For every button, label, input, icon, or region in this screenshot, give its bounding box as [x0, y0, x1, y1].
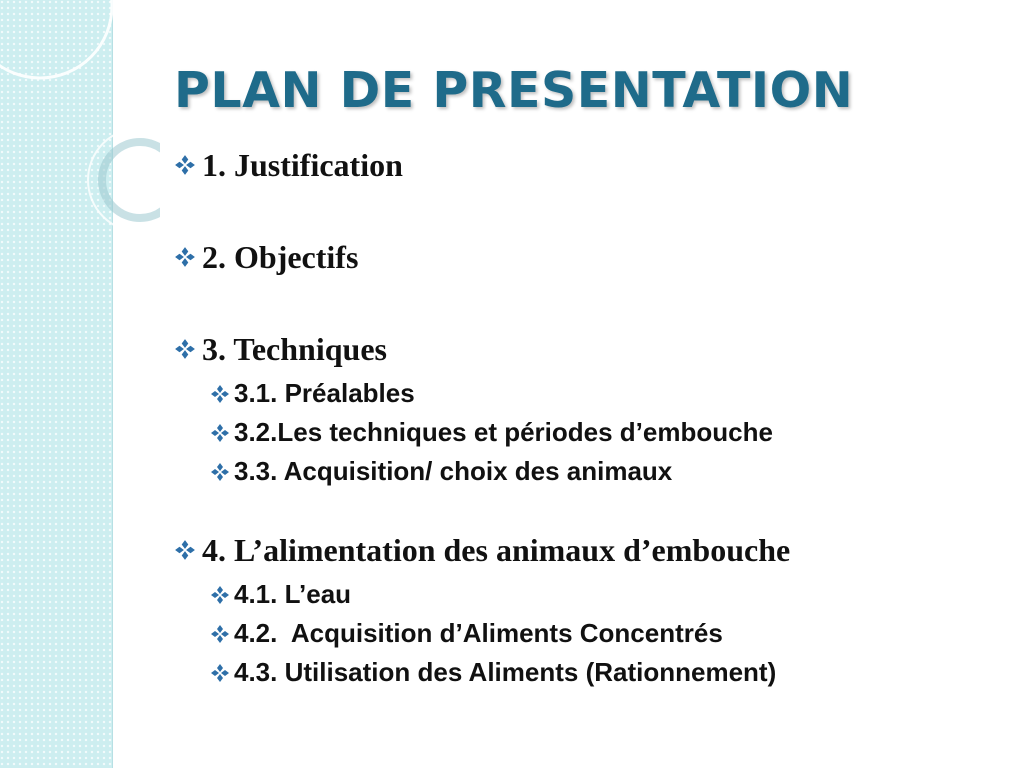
outline-item	[174, 140, 994, 190]
slide-title: PLAN DE PRESENTATION	[174, 62, 854, 119]
outline-item-label: 3. Techniques	[202, 330, 387, 367]
four-diamond-bullet-icon	[174, 338, 196, 360]
four-diamond-bullet-icon	[210, 423, 230, 443]
outline-item	[174, 324, 994, 374]
outline-subitem	[174, 374, 994, 413]
four-diamond-bullet-icon	[174, 154, 196, 176]
outline-item-label: 4. L’alimentation des animaux d’embouche	[202, 531, 791, 568]
outline-subitem	[174, 452, 994, 491]
outline-list	[174, 140, 994, 692]
four-diamond-bullet-icon	[174, 246, 196, 268]
outline-subitem-label: 3.1. Préalables	[234, 378, 415, 408]
four-diamond-bullet-icon	[210, 384, 230, 404]
outline-item-label: 1. Justification	[202, 146, 403, 183]
outline-subitem-label: 3.3. Acquisition/ choix des animaux	[234, 456, 673, 486]
four-diamond-bullet-icon	[210, 624, 230, 644]
four-diamond-bullet-icon	[210, 462, 230, 482]
outline-item	[174, 525, 994, 575]
four-diamond-bullet-icon	[210, 585, 230, 605]
four-diamond-bullet-icon	[174, 539, 196, 561]
outline-subitem	[174, 614, 994, 653]
outline-subitem	[174, 575, 994, 614]
side-pattern-band	[0, 0, 113, 768]
outline-item	[174, 232, 994, 282]
outline-subitem-label: 4.1. L’eau	[234, 579, 352, 609]
outline-subitem-label: 4.3. Utilisation des Aliments (Rationnement)	[234, 657, 777, 687]
outline-subitem	[174, 413, 994, 452]
outline-item-label: 2. Objectifs	[202, 238, 359, 275]
outline-subitem-label: 4.2. Acquisition d’Aliments Concentrés	[234, 618, 723, 648]
outline-subitem	[174, 653, 994, 692]
four-diamond-bullet-icon	[210, 663, 230, 683]
outline-subitem-label: 3.2.Les techniques et périodes d’embouche	[234, 417, 773, 447]
